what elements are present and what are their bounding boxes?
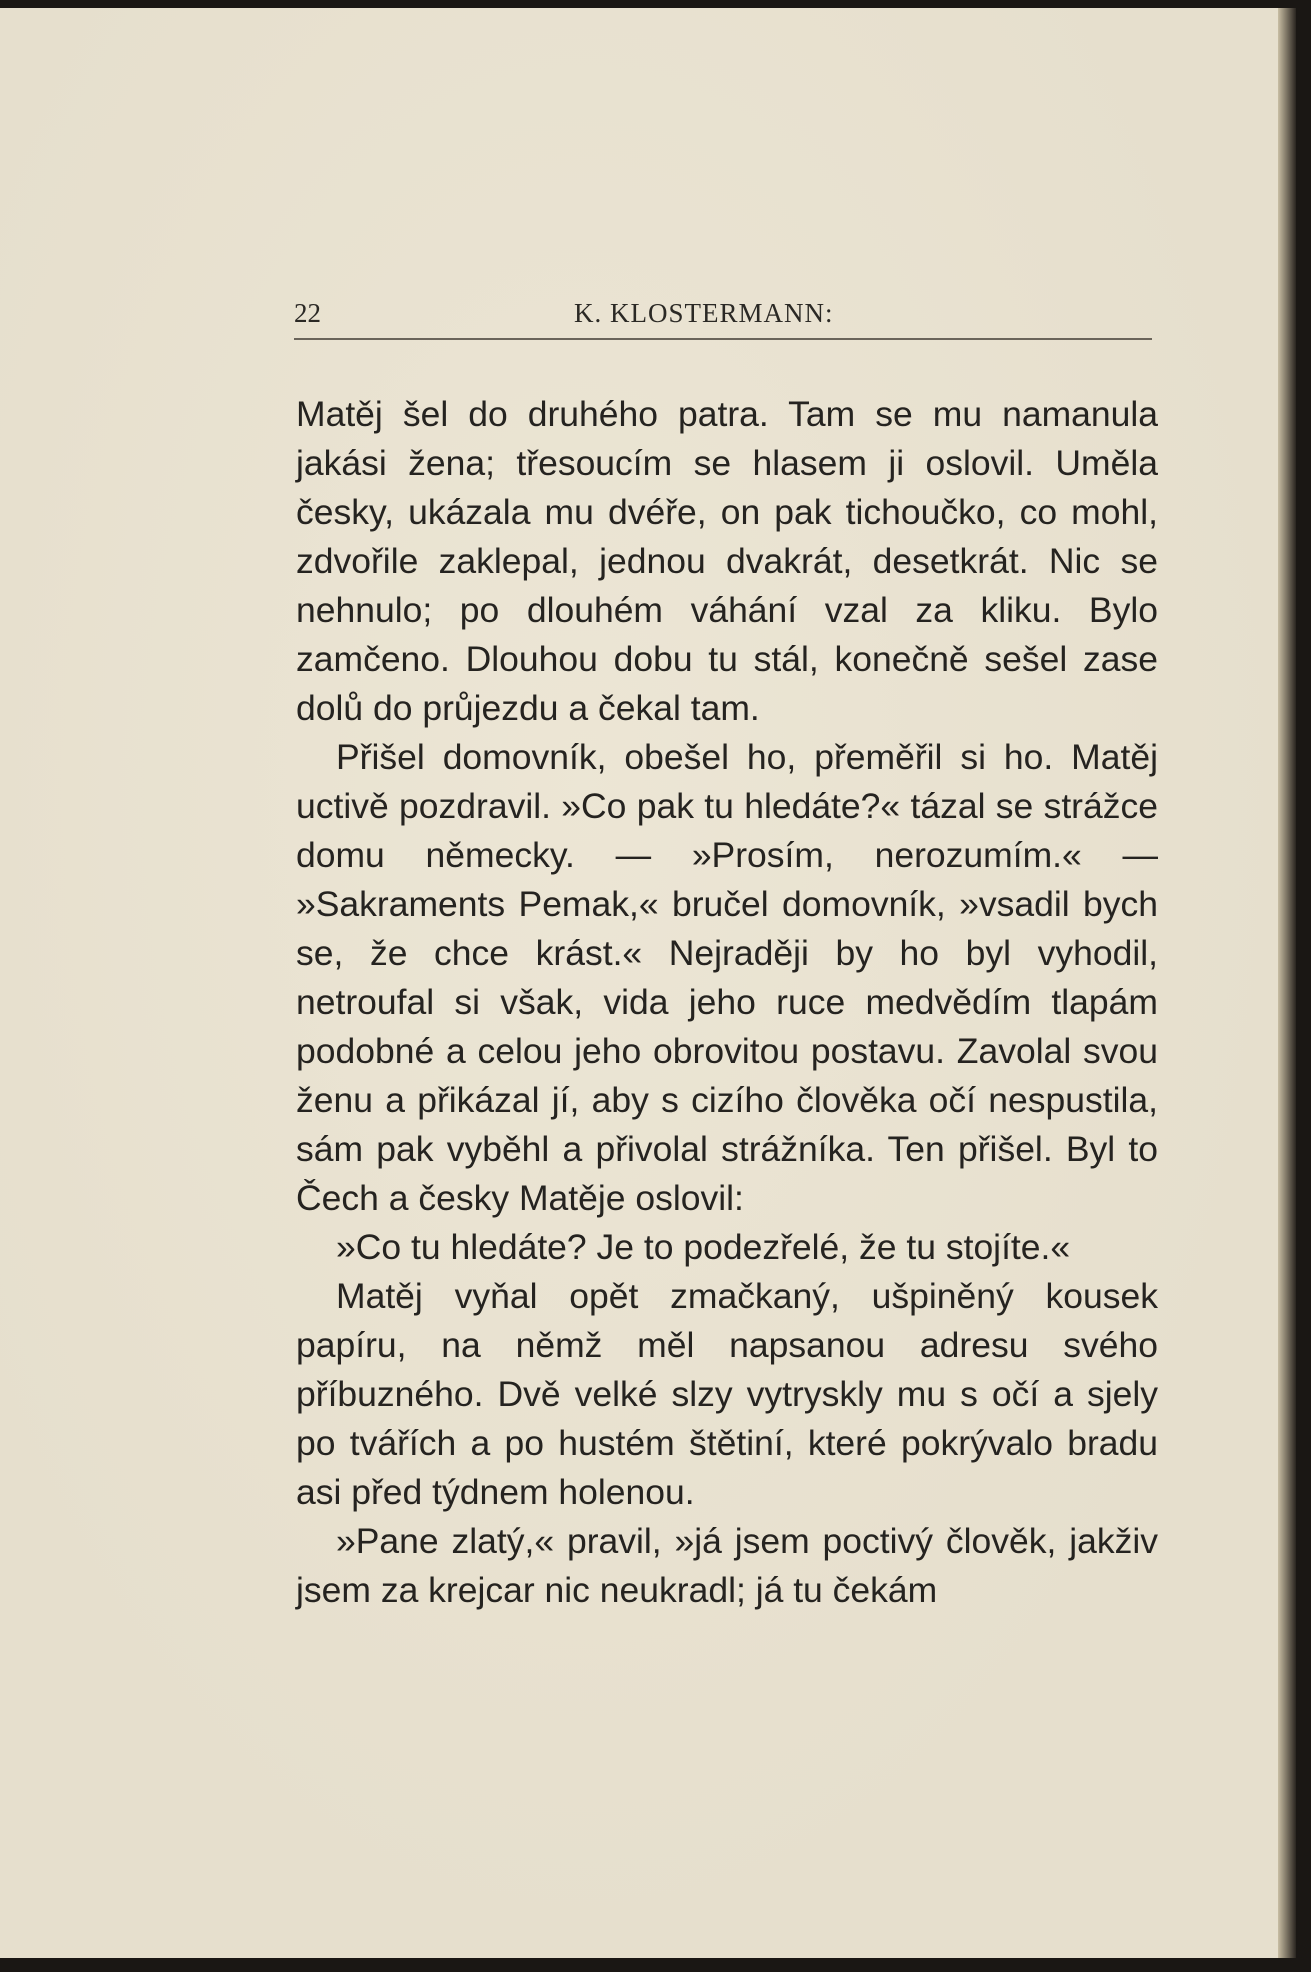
page-number: 22	[294, 298, 321, 328]
paragraph: Matěj vyňal opět zmačkaný, ušpiněný kousek papíru, na němž měl napsanou adresu svého příbuzného. Dvě velké slzy vytryskly mu s očí a sjely po tvářích a po hustém štětiní, které pokrývalo bradu asi před týdnem holenou.	[296, 1276, 1158, 1512]
page-spine-shadow	[1278, 8, 1296, 1958]
running-head: K. KLOSTERMANN:	[574, 298, 834, 328]
paragraph: »Co tu hledáte? Je to podezřelé, že tu stojíte.«	[336, 1227, 1071, 1267]
paragraph: Přišel domovník, obešel ho, přeměřil si ho. Matěj uctivě pozdravil. »Co pak tu hledáte?« tázal se strážce domu německy. — »Prosím, nerozumím.« — »Sakraments Pemak,« bručel domovník, »vsadil bych se, že chce krást.« Nejraději by ho byl vyhodil, netroufal si však, vida jeho ruce medvědím tlapám podobné a celou jeho obrovitou postavu. Zavolal svou ženu a přikázal jí, aby s cizího člověka očí nespustila, sám pak vyběhl a přivolal strážníka. Ten přišel. Byl to Čech a česky Matěje oslovil:	[296, 737, 1158, 1218]
paragraph: »Pane zlatý,« pravil, »já jsem poctivý člověk, jakživ jsem za krejcar nic neukradl; já tu čekám	[296, 1521, 1158, 1610]
book-page	[0, 8, 1296, 1958]
body-text	[296, 390, 1158, 1615]
paragraph: Matěj šel do druhého patra. Tam se mu namanula jakási žena; třesoucím se hlasem ji oslovil. Uměla česky, ukázala mu dvéře, on pak tichoučko, co mohl, zdvořile zaklepal, jednou dvakrát, desetkrát. Nic se nehnulo; po dlouhém váhání vzal za kliku. Bylo zamčeno. Dlouhou dobu tu stál, konečně sešel zase dolů do průjezdu a čekal tam.	[296, 394, 1158, 728]
page-header	[294, 298, 1152, 340]
